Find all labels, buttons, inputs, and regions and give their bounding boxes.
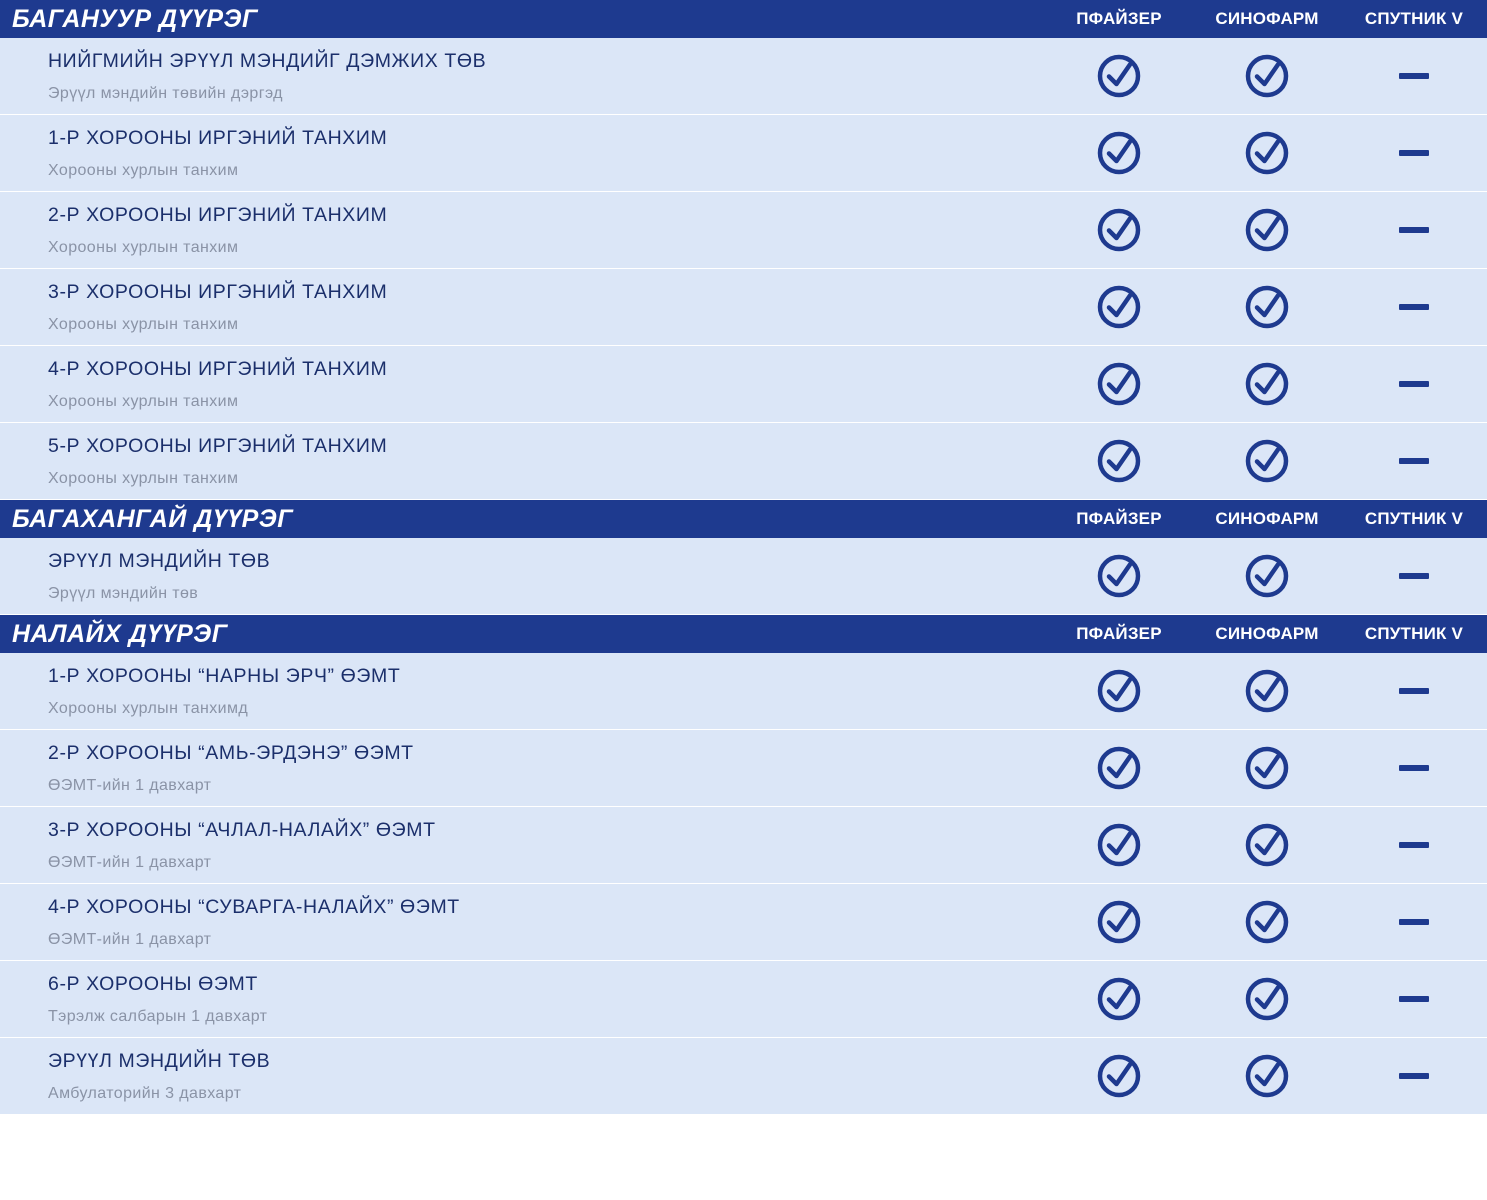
table-row bbox=[0, 961, 1487, 1038]
cell-sinopharm bbox=[1193, 807, 1341, 883]
site-info bbox=[0, 423, 1045, 499]
column-header-pfizer: ПФАЙЗЕР bbox=[1076, 509, 1162, 528]
site-info bbox=[0, 730, 1045, 806]
cell-sinopharm bbox=[1193, 38, 1341, 114]
cell-sinopharm bbox=[1193, 730, 1341, 806]
table-row bbox=[0, 730, 1487, 807]
column-header-sinopharm: СИНОФАРМ bbox=[1215, 624, 1319, 643]
site-title: ЭРҮҮЛ МЭНДИЙН ТӨВ bbox=[48, 550, 271, 573]
dash-icon bbox=[1399, 919, 1429, 925]
cell-sinopharm bbox=[1193, 115, 1341, 191]
cell-sputnik bbox=[1341, 538, 1487, 614]
dash-icon bbox=[1399, 842, 1429, 848]
cell-pfizer bbox=[1045, 346, 1193, 422]
cell-pfizer bbox=[1045, 538, 1193, 614]
site-location: Эрүүл мэндийн төвийн дэргэд bbox=[48, 84, 283, 102]
site-location: Амбулаторийн 3 давхарт bbox=[48, 1084, 242, 1102]
check-circle-icon bbox=[1096, 745, 1142, 791]
check-circle-icon bbox=[1244, 284, 1290, 330]
site-info bbox=[0, 884, 1045, 960]
site-title: 4-Р ХОРООНЫ ИРГЭНИЙ ТАНХИМ bbox=[48, 358, 388, 381]
check-circle-icon bbox=[1244, 1053, 1290, 1099]
cell-sputnik bbox=[1341, 730, 1487, 806]
cell-sputnik bbox=[1341, 653, 1487, 729]
district-header bbox=[0, 500, 1487, 538]
dash-icon bbox=[1399, 1073, 1429, 1079]
dash-icon bbox=[1399, 1073, 1429, 1079]
site-info bbox=[0, 115, 1045, 191]
dash-icon bbox=[1399, 150, 1429, 156]
dash-icon bbox=[1399, 227, 1429, 233]
cell-pfizer bbox=[1045, 192, 1193, 268]
cell-pfizer bbox=[1045, 807, 1193, 883]
site-info bbox=[0, 538, 1045, 614]
site-title: 3-Р ХОРООНЫ “АЧЛАЛ-НАЛАЙХ” ӨЭМТ bbox=[48, 819, 436, 842]
cell-sinopharm bbox=[1193, 653, 1341, 729]
dash-icon bbox=[1399, 381, 1429, 387]
check-circle-icon bbox=[1096, 976, 1142, 1022]
site-location: Хорооны хурлын танхим bbox=[48, 315, 239, 333]
cell-sinopharm bbox=[1193, 423, 1341, 499]
site-location: Хорооны хурлын танхим bbox=[48, 161, 239, 179]
cell-pfizer bbox=[1045, 423, 1193, 499]
column-header-sputnik: СПУТНИК V bbox=[1364, 9, 1464, 28]
cell-sinopharm bbox=[1193, 192, 1341, 268]
column-header-pfizer: ПФАЙЗЕР bbox=[1076, 9, 1162, 28]
column-header-sinopharm: СИНОФАРМ bbox=[1215, 509, 1319, 528]
check-circle-icon bbox=[1244, 976, 1290, 1022]
dash-icon bbox=[1399, 919, 1429, 925]
check-circle-icon bbox=[1244, 822, 1290, 868]
cell-pfizer bbox=[1045, 1038, 1193, 1114]
column-header-sputnik: СПУТНИК V bbox=[1364, 624, 1464, 643]
dash-icon bbox=[1399, 227, 1429, 233]
table-row bbox=[0, 192, 1487, 269]
dash-icon bbox=[1399, 765, 1429, 771]
check-circle-icon bbox=[1096, 822, 1142, 868]
site-title: 1-Р ХОРООНЫ ИРГЭНИЙ ТАНХИМ bbox=[48, 127, 388, 150]
site-location: Тэрэлж салбарын 1 давхарт bbox=[48, 1007, 268, 1025]
cell-sputnik bbox=[1341, 961, 1487, 1037]
check-circle-icon bbox=[1096, 361, 1142, 407]
site-info bbox=[0, 961, 1045, 1037]
dash-icon bbox=[1399, 381, 1429, 387]
cell-sputnik bbox=[1341, 38, 1487, 114]
table-row bbox=[0, 807, 1487, 884]
site-title: 6-Р ХОРООНЫ ӨЭМТ bbox=[48, 973, 258, 996]
site-location: Хорооны хурлын танхимд bbox=[48, 699, 249, 717]
dash-icon bbox=[1399, 996, 1429, 1002]
dash-icon bbox=[1399, 73, 1429, 79]
check-circle-icon bbox=[1096, 899, 1142, 945]
check-circle-icon bbox=[1244, 361, 1290, 407]
cell-sinopharm bbox=[1193, 346, 1341, 422]
dash-icon bbox=[1399, 458, 1429, 464]
cell-pfizer bbox=[1045, 115, 1193, 191]
check-circle-icon bbox=[1244, 438, 1290, 484]
district-header bbox=[0, 615, 1487, 653]
table-row bbox=[0, 538, 1487, 615]
check-circle-icon bbox=[1244, 130, 1290, 176]
dash-icon bbox=[1399, 304, 1429, 310]
site-info bbox=[0, 192, 1045, 268]
district-name: БАГАХАНГАЙ ДҮҮРЭГ bbox=[12, 504, 294, 533]
site-info bbox=[0, 346, 1045, 422]
site-title: 2-Р ХОРООНЫ ИРГЭНИЙ ТАНХИМ bbox=[48, 204, 388, 227]
cell-sputnik bbox=[1341, 346, 1487, 422]
site-location: Эрүүл мэндийн төв bbox=[48, 584, 199, 602]
cell-sputnik bbox=[1341, 1038, 1487, 1114]
check-circle-icon bbox=[1244, 553, 1290, 599]
site-location: ӨЭМТ-ийн 1 давхарт bbox=[48, 776, 212, 794]
cell-sputnik bbox=[1341, 807, 1487, 883]
table-row bbox=[0, 38, 1487, 115]
check-circle-icon bbox=[1096, 1053, 1142, 1099]
cell-sputnik bbox=[1341, 269, 1487, 345]
column-header-sputnik: СПУТНИК V bbox=[1364, 509, 1464, 528]
site-location: ӨЭМТ-ийн 1 давхарт bbox=[48, 930, 212, 948]
dash-icon bbox=[1399, 688, 1429, 694]
cell-sinopharm bbox=[1193, 961, 1341, 1037]
dash-icon bbox=[1399, 73, 1429, 79]
site-title: 4-Р ХОРООНЫ “СУВАРГА-НАЛАЙХ” ӨЭМТ bbox=[48, 896, 460, 919]
cell-sputnik bbox=[1341, 423, 1487, 499]
check-circle-icon bbox=[1244, 745, 1290, 791]
check-circle-icon bbox=[1096, 53, 1142, 99]
district-name: БАГАНУУР ДҮҮРЭГ bbox=[12, 4, 258, 33]
table-row bbox=[0, 115, 1487, 192]
table-row bbox=[0, 423, 1487, 500]
dash-icon bbox=[1399, 573, 1429, 579]
cell-sinopharm bbox=[1193, 884, 1341, 960]
dash-icon bbox=[1399, 458, 1429, 464]
check-circle-icon bbox=[1096, 207, 1142, 253]
dash-icon bbox=[1399, 573, 1429, 579]
dash-icon bbox=[1399, 688, 1429, 694]
table-row bbox=[0, 346, 1487, 423]
site-title: 2-Р ХОРООНЫ “АМЬ-ЭРДЭНЭ” ӨЭМТ bbox=[48, 742, 414, 765]
site-info bbox=[0, 653, 1045, 729]
check-circle-icon bbox=[1096, 668, 1142, 714]
check-circle-icon bbox=[1244, 207, 1290, 253]
check-circle-icon bbox=[1096, 553, 1142, 599]
dash-icon bbox=[1399, 765, 1429, 771]
district-name: НАЛАЙХ ДҮҮРЭГ bbox=[12, 619, 228, 648]
cell-pfizer bbox=[1045, 38, 1193, 114]
site-info bbox=[0, 269, 1045, 345]
check-circle-icon bbox=[1096, 438, 1142, 484]
dash-icon bbox=[1399, 996, 1429, 1002]
check-circle-icon bbox=[1244, 899, 1290, 945]
cell-pfizer bbox=[1045, 269, 1193, 345]
cell-sinopharm bbox=[1193, 269, 1341, 345]
dash-icon bbox=[1399, 842, 1429, 848]
site-title: 1-Р ХОРООНЫ “НАРНЫ ЭРЧ” ӨЭМТ bbox=[48, 665, 401, 688]
column-header-sinopharm: СИНОФАРМ bbox=[1215, 9, 1319, 28]
cell-pfizer bbox=[1045, 730, 1193, 806]
table-row bbox=[0, 1038, 1487, 1115]
site-location: ӨЭМТ-ийн 1 давхарт bbox=[48, 853, 212, 871]
cell-pfizer bbox=[1045, 961, 1193, 1037]
dash-icon bbox=[1399, 304, 1429, 310]
check-circle-icon bbox=[1244, 53, 1290, 99]
cell-sinopharm bbox=[1193, 538, 1341, 614]
site-title: НИЙГМИЙН ЭРҮҮЛ МЭНДИЙГ ДЭМЖИХ ТӨВ bbox=[48, 50, 487, 73]
table-row bbox=[0, 653, 1487, 730]
district-header bbox=[0, 0, 1487, 38]
check-circle-icon bbox=[1096, 284, 1142, 330]
cell-sputnik bbox=[1341, 884, 1487, 960]
site-title: 3-Р ХОРООНЫ ИРГЭНИЙ ТАНХИМ bbox=[48, 281, 388, 304]
table-row bbox=[0, 269, 1487, 346]
cell-sinopharm bbox=[1193, 1038, 1341, 1114]
site-title: ЭРҮҮЛ МЭНДИЙН ТӨВ bbox=[48, 1050, 271, 1073]
check-circle-icon bbox=[1096, 130, 1142, 176]
cell-pfizer bbox=[1045, 653, 1193, 729]
cell-sputnik bbox=[1341, 192, 1487, 268]
cell-sputnik bbox=[1341, 115, 1487, 191]
dash-icon bbox=[1399, 150, 1429, 156]
site-location: Хорооны хурлын танхим bbox=[48, 238, 239, 256]
check-circle-icon bbox=[1244, 668, 1290, 714]
site-info bbox=[0, 38, 1045, 114]
cell-pfizer bbox=[1045, 884, 1193, 960]
table-row bbox=[0, 884, 1487, 961]
site-info bbox=[0, 807, 1045, 883]
column-header-pfizer: ПФАЙЗЕР bbox=[1076, 624, 1162, 643]
site-info bbox=[0, 1038, 1045, 1114]
site-title: 5-Р ХОРООНЫ ИРГЭНИЙ ТАНХИМ bbox=[48, 435, 388, 458]
site-location: Хорооны хурлын танхим bbox=[48, 469, 239, 487]
site-location: Хорооны хурлын танхим bbox=[48, 392, 239, 410]
